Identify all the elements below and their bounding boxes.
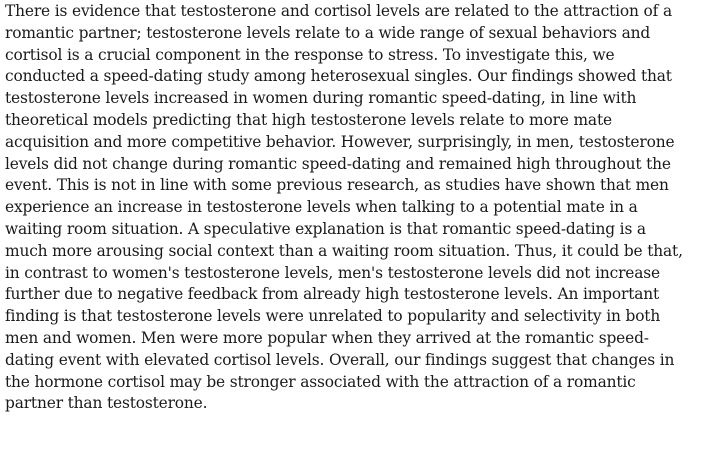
text-line: waiting room situation. A speculative explanation is that romantic speed-dating is a [5, 219, 646, 238]
text-line: dating event with elevated cortisol levels. Overall, our findings suggest that changes in [5, 350, 675, 369]
text-line: further due to negative feedback from already high testosterone levels. An important [5, 285, 660, 304]
text-line: testosterone levels increased in women during romantic speed-dating, in line with [5, 89, 637, 108]
text-line: There is evidence that testosterone and cortisol levels are related to the attraction of a [5, 2, 672, 20]
text-line: theoretical models predicting that high testosterone levels relate to more mate [5, 110, 612, 129]
text-line: experience an increase in testosterone levels when talking to a potential mate in a [5, 198, 638, 217]
text-line: the hormone cortisol may be stronger associated with the attraction of a romantic [5, 372, 636, 391]
abstract-paragraph [5, 1, 705, 415]
text-line: conducted a speed-dating study among heterosexual singles. Our findings showed that [5, 67, 672, 86]
text-line: acquisition and more competitive behavior. However, surprisingly, in men, testosterone [5, 132, 675, 151]
text-line: event. This is not in line with some previous research, as studies have shown that men [5, 176, 669, 195]
text-line: partner than testosterone. [5, 394, 208, 413]
text-line: men and women. Men were more popular when they arrived at the romantic speed- [5, 328, 649, 347]
text-line: in contrast to women's testosterone levels, men's testosterone levels did not increase [5, 263, 660, 282]
text-line: romantic partner; testosterone levels relate to a wide range of sexual behaviors and [5, 23, 651, 42]
text-line: finding is that testosterone levels were unrelated to popularity and selectivity in both [5, 307, 661, 326]
text-line: levels did not change during romantic speed-dating and remained high throughout the [5, 154, 671, 173]
text-line: cortisol is a crucial component in the response to stress. To investigate this, we [5, 45, 615, 64]
text-line: much more arousing social context than a waiting room situation. Thus, it could be that, [5, 241, 683, 260]
